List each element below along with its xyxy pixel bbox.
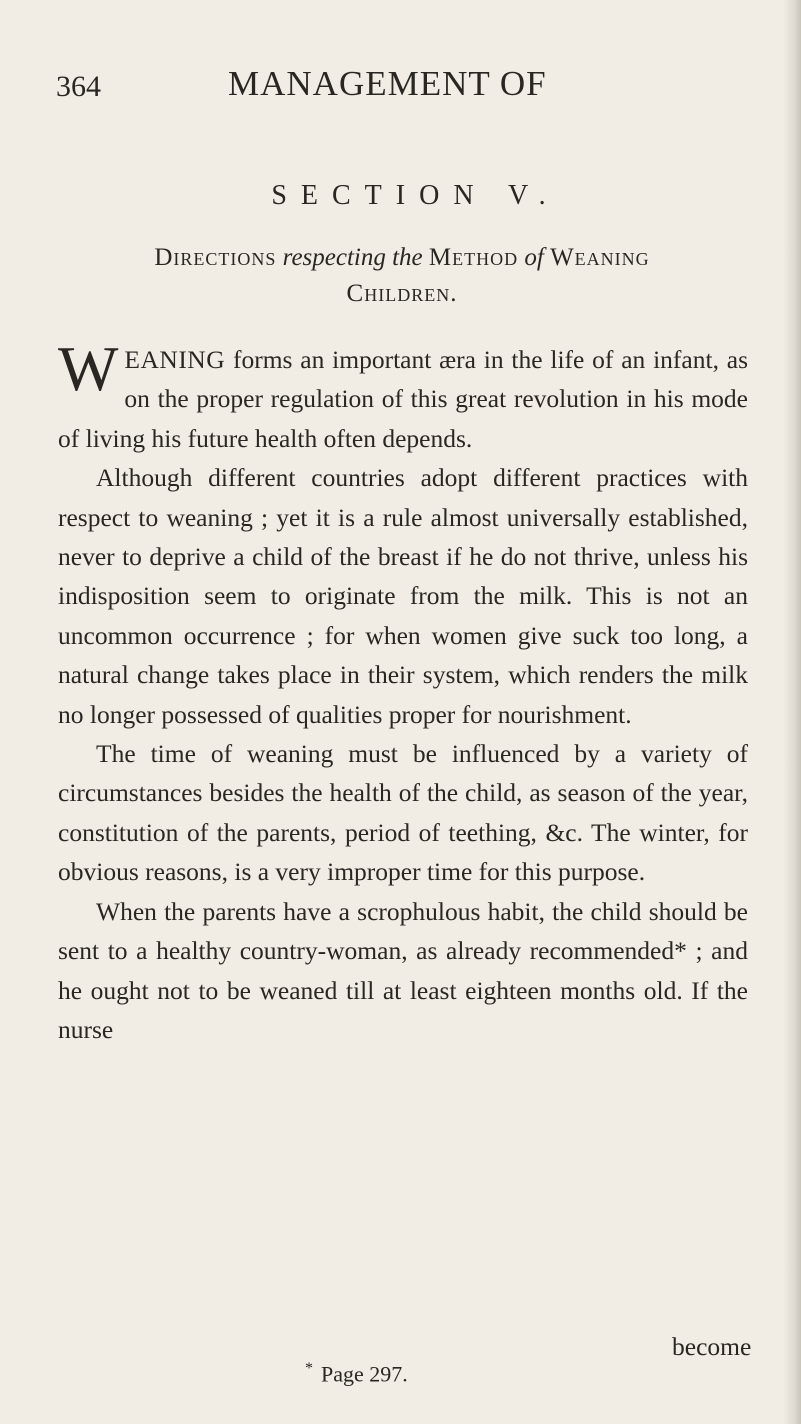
title-directions: Directions: [154, 244, 277, 271]
running-head: MANAGEMENT OF: [228, 64, 547, 103]
chapter-title: [42, 240, 762, 312]
first-word-rest: EANING: [124, 345, 226, 374]
page-edge-shadow: [783, 0, 801, 1424]
page-number: 364: [56, 70, 101, 103]
body-text: [58, 333, 749, 1049]
title-method: Method: [428, 244, 519, 271]
section-heading: SECTION V.: [271, 180, 560, 211]
title-respecting: respecting the: [282, 244, 423, 271]
drop-cap: W: [58, 333, 119, 404]
paragraph-2: Although different countries adopt different practices with respect to weaning ; yet it is a rule almost universally established, never to deprive a child of the breast if he do not thrive, unless his indisposition seem to originate from the milk. This is not an uncommon occurrence ; for when women give suck too long, a natural change takes place in their system, which renders the milk no longer possessed of qualities proper for nourishment.: [58, 463, 748, 729]
footnote: [305, 1360, 408, 1387]
title-weaning: Weaning: [550, 244, 650, 271]
paragraph-1-text: forms an important æra in the life of an infant, as on the proper regulation of this great revolution in his mode of living his future health often depends.: [58, 345, 749, 453]
catchword: become: [672, 1332, 752, 1361]
footnote-mark: *: [305, 1360, 313, 1377]
title-children: Children.: [346, 280, 458, 307]
page-header: [56, 64, 756, 112]
footnote-text: Page 297.: [321, 1361, 408, 1387]
paragraph-3: The time of weaning must be influenced by a variety of circumstances besides the health of the child, as season of the year, constitution of the parents, period of teething, &c. The winter, for obvious reasons, is a very improper time for this purpose.: [58, 739, 748, 887]
paragraph-4: When the parents have a scrophulous habit, the child should be sent to a healthy country-woman, as already recommended* ; and he ought not to be weaned till at least eighteen months old. If the nurse: [58, 896, 748, 1044]
paragraph-1: [58, 333, 749, 458]
title-of: of: [524, 244, 544, 271]
